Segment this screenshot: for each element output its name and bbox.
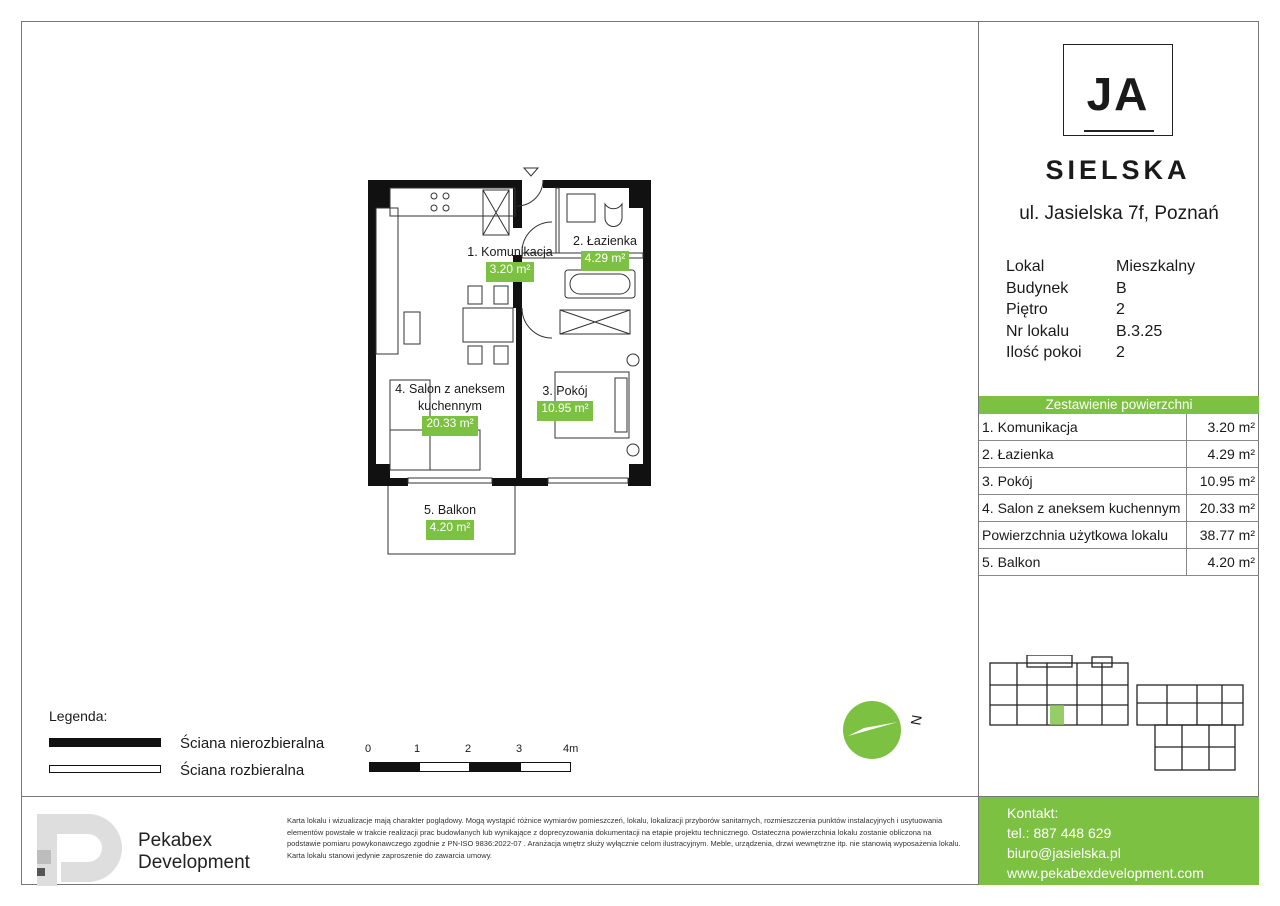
unit-highlight (1050, 705, 1064, 725)
contact-email[interactable]: biuro@jasielska.pl (1007, 845, 1121, 861)
contact-website[interactable]: www.pekabexdevelopment.com (1007, 865, 1204, 881)
room-salon: 4. Salon z aneksem kuchennym 20.33 m² (380, 381, 520, 436)
room-lazienka: 2. Łazienka 4.29 m² (560, 233, 650, 271)
room-komunikacja: 1. Komunikacja 3.20 m² (460, 244, 560, 282)
room-balkon: 5. Balkon 4.20 m² (405, 502, 495, 540)
key-plan (987, 655, 1247, 775)
legend-swatch-partition-wall (49, 765, 161, 773)
unit-info (1006, 258, 1195, 366)
legend-swatch-load-wall (49, 738, 161, 747)
brand-name: SIELSKA (1045, 155, 1191, 185)
floor-plan (360, 160, 660, 560)
address: ul. Jasielska 7f, Poznań (1019, 203, 1219, 224)
table-row: Powierzchnia użytkowa lokalu 38.77 m² (979, 522, 1259, 549)
legend-title: Legenda: (49, 708, 108, 724)
info-row: Ilość pokoi 2 (1006, 344, 1125, 362)
scale-tick: 2 (465, 743, 472, 755)
table-row: 2. Łazienka 4.29 m² (979, 441, 1259, 468)
compass-icon (842, 700, 902, 760)
scale-tick: 3 (516, 743, 523, 755)
contact-title: Kontakt: (1007, 805, 1059, 821)
info-row: Piętro 2 (1006, 301, 1125, 319)
table-row: 1. Komunikacja 3.20 m² (979, 414, 1259, 441)
scale-segment (369, 762, 420, 772)
scale-segment (419, 762, 470, 772)
contact-phone[interactable]: tel.: 887 448 629 (1007, 825, 1112, 841)
north-label: N (907, 713, 925, 727)
legend-load-wall-label: Ściana nierozbieralna (180, 735, 325, 752)
table-row: 3. Pokój 10.95 m² (979, 468, 1259, 495)
info-row: Nr lokalu B.3.25 (1006, 322, 1163, 340)
disclaimer-text: Karta lokalu i wizualizacje mają charakter poglądowy. Mogą wystąpić różnice wymiarów pomieszczeń, lokalu, lokalizacji przyborów sanitarnych, rozmieszczenia punktów instalacyjnych i usytuowania elementów powstałe w trakcie realizacji prac budowlanych lub wynikające z doprecyzowania dokumentacji na etapie projektu technicznego. Ostateczna powierzchnia lokalu zostanie obliczona na podstawie pomiaru powykonawczego zgodnie z PN-ISO 9836:2022-07 . Aranżacja wnętrz służy wyłącznie celom ilustracyjnym. Meble, urządzenia, drzwi wewnętrzne itp. nie stanowią wyposażenia lokalu. Karta lokalu stanowi jedynie zaproszenie do zawarcia umowy. (287, 816, 961, 860)
legend-partition-wall-label: Ściana rozbieralna (180, 762, 305, 779)
summary-title: Zestawienie powierzchni (979, 396, 1259, 414)
brand-logo (1063, 44, 1173, 136)
info-row: Lokal Mieszkalny (1006, 258, 1196, 275)
logo-mark: JA (1086, 68, 1150, 120)
pekabex-logo-icon (33, 810, 133, 886)
contact-box (979, 797, 1259, 885)
area-summary-table (979, 396, 1259, 576)
room-pokoj: 3. Pokój 10.95 m² (520, 383, 610, 421)
info-row: Budynek B (1006, 279, 1127, 297)
scale-segment (469, 762, 521, 772)
developer-name: Pekabex Development (138, 830, 250, 873)
scale-segment (520, 762, 571, 772)
scale-tick: 0 (365, 743, 372, 755)
scale-tick: 4m (563, 743, 579, 755)
table-row: 5. Balkon 4.20 m² (979, 549, 1259, 576)
table-row: 4. Salon z aneksem kuchennym 20.33 m² (979, 495, 1259, 522)
scale-tick: 1 (414, 743, 421, 755)
